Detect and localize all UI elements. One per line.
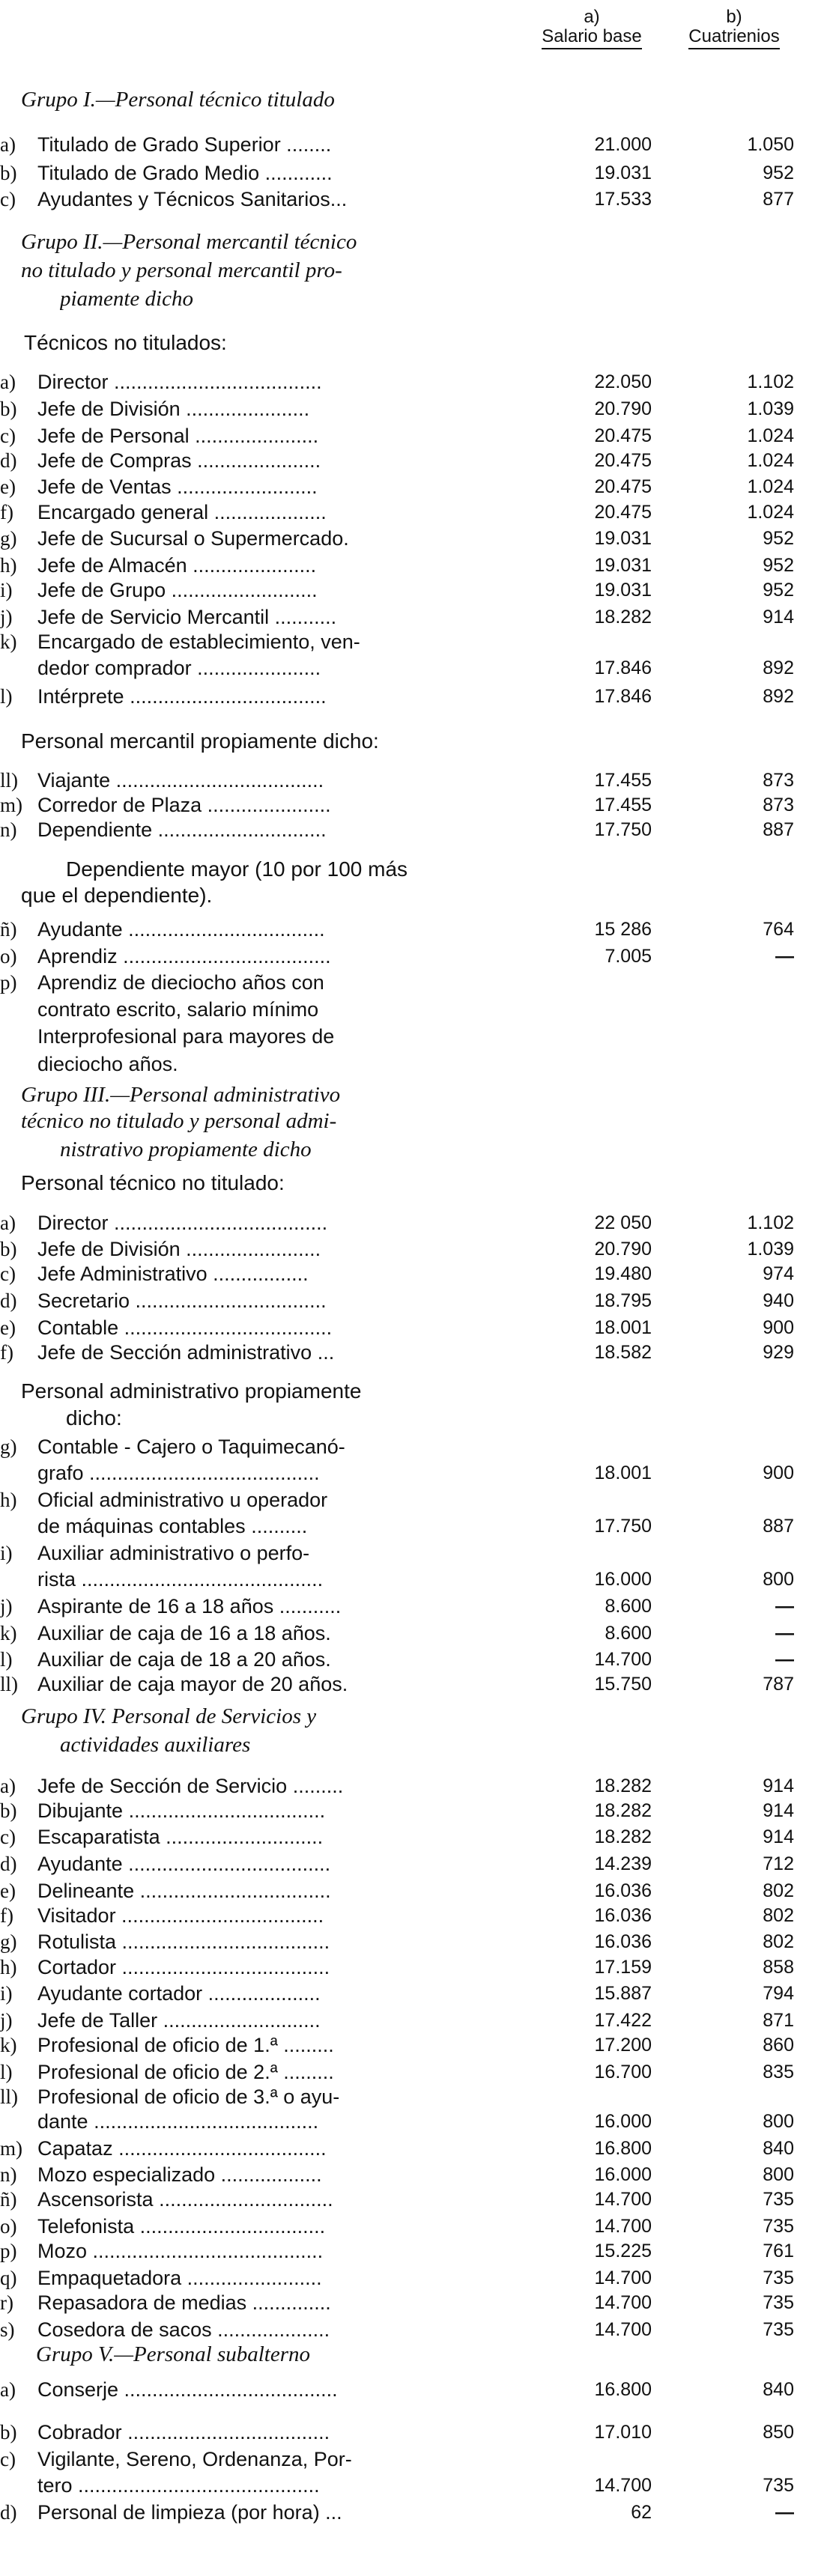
category-label: Jefe de Sección administrativo ...: [37, 1340, 335, 1364]
category-label: Ayudantes y Técnicos Sanitarios...: [37, 188, 348, 211]
category-label: rista ...........................................: [37, 1568, 324, 1591]
cuatrienios-value: 712: [763, 1853, 794, 1875]
salary-base-value: 19.031: [594, 162, 652, 183]
salary-base-value: 21.000: [594, 133, 652, 155]
cuatrienios-value: 892: [763, 686, 794, 708]
category-label: Aspirante de 16 a 18 años ...........: [37, 1595, 342, 1618]
row-letter: j): [0, 1595, 13, 1618]
salary-base-value: 15.225: [594, 2241, 652, 2262]
column-a-letter: a): [584, 7, 600, 27]
salary-base-value: 16.036: [594, 1904, 652, 1926]
row-letter: a): [0, 1774, 16, 1797]
heading-text: actividades auxiliares: [60, 1733, 251, 1758]
salary-base-value: 14.700: [594, 2292, 652, 2314]
category-label: Jefe de Sucursal o Supermercado.: [37, 527, 349, 550]
category-label: Conserje ......................................: [37, 2378, 338, 2402]
row-letter: h): [0, 1488, 17, 1511]
cuatrienios-value: 871: [763, 2009, 794, 2031]
cuatrienios-value: —: [775, 1596, 794, 1617]
category-label: Jefe Administrativo .................: [37, 1263, 309, 1286]
row-letter: b): [0, 398, 17, 421]
category-label: Delineante ..................................: [37, 1879, 331, 1902]
category-label: Director ......................................: [37, 1211, 328, 1234]
heading-text: piamente dicho: [60, 286, 193, 311]
category-label: contrato escrito, salario mínimo: [37, 997, 319, 1021]
cuatrienios-value: 1.102: [747, 371, 794, 393]
category-label: Ayudante ...................................: [37, 918, 325, 941]
category-label: Encargado general ....................: [37, 500, 327, 523]
cuatrienios-value: 929: [763, 1341, 794, 1363]
cuatrienios-value: 1.024: [747, 449, 794, 471]
category-label: Titulado de Grado Medio ............: [37, 161, 333, 184]
row-letter: n): [0, 818, 17, 842]
salary-base-value: 14.700: [594, 2318, 652, 2340]
row-letter: a): [0, 1211, 16, 1234]
cuatrienios-value: 800: [763, 2164, 794, 2186]
cuatrienios-value: 914: [763, 1775, 794, 1796]
category-label: tero ...........................................: [37, 2474, 320, 2497]
row-letter: c): [0, 188, 16, 211]
heading-text: Grupo III.—Personal administrativo: [21, 1082, 341, 1107]
category-label: Aprendiz .....................................: [37, 944, 331, 967]
row-letter: f): [0, 1340, 13, 1364]
row-letter: f): [0, 500, 13, 523]
row-letter: d): [0, 449, 17, 472]
row-letter: p): [0, 971, 17, 994]
row-letter: b): [0, 2421, 17, 2444]
row-letter: k): [0, 2034, 17, 2057]
row-letter: l): [0, 1648, 13, 1671]
category-label: Escaparatista ............................: [37, 1826, 324, 1849]
category-label: de máquinas contables ..........: [37, 1515, 308, 1538]
heading-text: técnico no titulado y personal admi-: [21, 1109, 337, 1134]
row-letter: ñ): [0, 2188, 17, 2211]
category-label: Viajante .....................................: [37, 768, 324, 792]
salary-base-value: 17.846: [594, 657, 652, 679]
salary-base-value: 18.795: [594, 1290, 652, 1311]
cuatrienios-value: 802: [763, 1931, 794, 1953]
cuatrienios-value: 860: [763, 2035, 794, 2056]
salary-base-value: 20.475: [594, 476, 652, 498]
category-label: Cobrador ....................................: [37, 2421, 330, 2444]
cuatrienios-value: 1.039: [747, 398, 794, 420]
category-label: Jefe de Ventas .........................: [37, 476, 318, 499]
cuatrienios-value: 735: [763, 2189, 794, 2211]
cuatrienios-value: 952: [763, 162, 794, 183]
salary-base-value: 15.887: [594, 1983, 652, 2005]
salary-base-value: 18.001: [594, 1462, 652, 1484]
salary-base-value: 16.000: [594, 2111, 652, 2133]
category-label: Oficial administrativo u operador: [37, 1488, 328, 1511]
salary-base-value: 20.475: [594, 425, 652, 446]
cuatrienios-value: 1.024: [747, 476, 794, 498]
cuatrienios-value: 735: [763, 2318, 794, 2340]
heading-text: que el dependiente).: [21, 884, 213, 908]
salary-base-value: 17.159: [594, 1956, 652, 1978]
row-letter: a): [0, 2378, 16, 2402]
category-label: Dibujante ...................................: [37, 1799, 326, 1822]
row-letter: o): [0, 2215, 17, 2238]
cuatrienios-value: 873: [763, 769, 794, 791]
category-label: Rotulista .....................................: [37, 1931, 330, 1954]
row-letter: e): [0, 476, 16, 499]
row-letter: j): [0, 2008, 13, 2032]
salary-base-value: 17.455: [594, 795, 652, 816]
heading-text: no titulado y personal mercantil pro-: [21, 258, 342, 282]
row-letter: j): [0, 605, 13, 628]
column-a-label: Salario base: [542, 27, 641, 49]
cuatrienios-value: 794: [763, 1983, 794, 2005]
row-letter: a): [0, 371, 16, 394]
cuatrienios-value: 974: [763, 1263, 794, 1285]
salary-base-value: 22.050: [594, 371, 652, 393]
category-label: Titulado de Grado Superior ........: [37, 133, 332, 156]
cuatrienios-value: 900: [763, 1316, 794, 1338]
category-label: Jefe de Compras ......................: [37, 449, 321, 472]
row-letter: h): [0, 553, 17, 577]
category-label: Vigilante, Sereno, Ordenanza, Por-: [37, 2447, 352, 2470]
category-label: Auxiliar de caja de 16 a 18 años.: [37, 1621, 331, 1644]
salary-base-value: 18.282: [594, 606, 652, 628]
salary-base-value: 16.036: [594, 1931, 652, 1953]
category-label: Jefe de Grupo ..........................: [37, 579, 318, 602]
category-label: Cortador .....................................: [37, 1955, 330, 1978]
heading-text: Personal administrativo propiamente: [21, 1379, 362, 1403]
cuatrienios-value: 761: [763, 2241, 794, 2262]
category-label: Aprendiz de dieciocho años con: [37, 971, 324, 994]
salary-base-value: 17.846: [594, 686, 652, 708]
row-letter: k): [0, 630, 17, 653]
category-label: Auxiliar de caja mayor de 20 años.: [37, 1673, 348, 1696]
category-label: dante ........................................: [37, 2110, 319, 2133]
salary-base-value: 14.700: [594, 2189, 652, 2211]
row-letter: ll): [0, 2085, 18, 2108]
salary-base-value: 19.480: [594, 1263, 652, 1285]
salary-base-value: 17.750: [594, 819, 652, 841]
category-label: dieciocho años.: [37, 1053, 178, 1076]
category-label: Capataz .....................................: [37, 2136, 327, 2160]
category-label: Profesional de oficio de 2.ª .........: [37, 2060, 334, 2083]
salary-base-value: 16.036: [594, 1880, 652, 1901]
row-letter: b): [0, 161, 17, 184]
row-letter: g): [0, 527, 17, 550]
cuatrienios-value: 952: [763, 554, 794, 576]
cuatrienios-value: 800: [763, 2111, 794, 2133]
salary-base-value: 15.750: [594, 1674, 652, 1695]
category-label: Jefe de Taller ............................: [37, 2008, 321, 2032]
row-letter: d): [0, 1289, 17, 1312]
row-letter: r): [0, 2291, 13, 2315]
cuatrienios-value: 914: [763, 606, 794, 628]
cuatrienios-value: 787: [763, 1674, 794, 1695]
cuatrienios-value: —: [775, 1649, 794, 1671]
cuatrienios-value: 764: [763, 919, 794, 941]
salary-base-value: 17.010: [594, 2422, 652, 2443]
category-label: Jefe de Personal ......................: [37, 424, 319, 447]
row-letter: c): [0, 1826, 16, 1849]
salary-base-value: 20.475: [594, 449, 652, 471]
cuatrienios-value: 802: [763, 1904, 794, 1926]
cuatrienios-value: 940: [763, 1290, 794, 1311]
category-label: Jefe de División ......................: [37, 398, 310, 421]
salary-base-value: 16.800: [594, 2137, 652, 2159]
cuatrienios-value: 735: [763, 2475, 794, 2497]
row-letter: e): [0, 1879, 16, 1902]
cuatrienios-value: 1.050: [747, 133, 794, 155]
cuatrienios-value: 914: [763, 1826, 794, 1848]
salary-base-value: 17.200: [594, 2035, 652, 2056]
row-letter: e): [0, 1316, 16, 1339]
category-label: Director .....................................: [37, 371, 322, 394]
row-letter: ll): [0, 1673, 18, 1696]
row-letter: q): [0, 2266, 17, 2289]
row-letter: i): [0, 579, 13, 602]
row-letter: b): [0, 1238, 17, 1261]
category-label: Auxiliar administrativo o perfo-: [37, 1541, 310, 1564]
salary-base-value: 16.000: [594, 1569, 652, 1591]
category-label: Contable .....................................: [37, 1316, 333, 1339]
salary-base-value: 17.750: [594, 1516, 652, 1537]
salary-base-value: 7.005: [605, 945, 652, 967]
cuatrienios-value: 735: [763, 2292, 794, 2314]
salary-base-value: 14.700: [594, 2475, 652, 2497]
cuatrienios-value: 850: [763, 2422, 794, 2443]
cuatrienios-value: 840: [763, 2379, 794, 2401]
category-label: Mozo .........................................: [37, 2240, 324, 2263]
column-b-letter: b): [726, 7, 742, 27]
category-label: Jefe de División ........................: [37, 1238, 321, 1261]
row-letter: g): [0, 1435, 17, 1458]
category-label: Ayudante ....................................: [37, 1853, 331, 1876]
cuatrienios-value: 887: [763, 1516, 794, 1537]
salary-base-value: 14.239: [594, 1853, 652, 1875]
heading-text: Dependiente mayor (10 por 100 más: [66, 857, 408, 881]
category-label: Ascensorista ...............................: [37, 2188, 333, 2211]
category-label: Intérprete ...................................: [37, 685, 327, 708]
cuatrienios-value: 1.024: [747, 501, 794, 523]
heading-text: Personal técnico no titulado:: [21, 1171, 285, 1195]
row-letter: p): [0, 2240, 17, 2263]
heading-text: dicho:: [66, 1406, 122, 1430]
row-letter: c): [0, 2447, 16, 2470]
row-letter: h): [0, 1955, 17, 1978]
salary-base-value: 8.600: [605, 1596, 652, 1617]
heading-text: Grupo IV. Personal de Servicios y: [21, 1704, 317, 1729]
column-b-label: Cuatrienios: [688, 27, 779, 49]
category-label: dedor comprador ......................: [37, 657, 321, 680]
salary-base-value: 17.533: [594, 189, 652, 210]
cuatrienios-value: 900: [763, 1462, 794, 1484]
row-letter: a): [0, 133, 16, 156]
category-label: Encargado de establecimiento, ven-: [37, 630, 360, 653]
category-label: Jefe de Sección de Servicio .........: [37, 1774, 344, 1797]
cuatrienios-value: 892: [763, 657, 794, 679]
category-label: Personal de limpieza (por hora) ...: [37, 2500, 342, 2524]
cuatrienios-value: 873: [763, 795, 794, 816]
cuatrienios-value: 802: [763, 1880, 794, 1901]
salary-base-value: 17.422: [594, 2009, 652, 2031]
heading-text: Personal mercantil propiamente dicho:: [21, 729, 379, 753]
cuatrienios-value: 1.102: [747, 1212, 794, 1233]
cuatrienios-value: 1.024: [747, 425, 794, 446]
salary-base-value: 22 050: [594, 1212, 652, 1233]
salary-base-value: 14.700: [594, 1649, 652, 1671]
salary-base-value: 20.790: [594, 1239, 652, 1260]
category-label: Interprofesional para mayores de: [37, 1024, 335, 1048]
category-label: Profesional de oficio de 1.ª .........: [37, 2034, 334, 2057]
category-label: Jefe de Servicio Mercantil ...........: [37, 605, 337, 628]
salary-base-value: 8.600: [605, 1622, 652, 1644]
heading-text: nistrativo propiamente dicho: [60, 1137, 312, 1162]
category-label: Cosedora de sacos ....................: [37, 2318, 330, 2341]
cuatrienios-value: 735: [763, 2216, 794, 2238]
cuatrienios-value: 858: [763, 1956, 794, 1978]
salary-base-value: 16.000: [594, 2164, 652, 2186]
salary-base-value: 20.790: [594, 398, 652, 420]
salary-base-value: 18.001: [594, 1316, 652, 1338]
heading-text: Grupo I.—Personal técnico titulado: [21, 88, 335, 112]
cuatrienios-value: 735: [763, 2267, 794, 2288]
salary-base-value: 19.031: [594, 580, 652, 601]
salary-base-value: 19.031: [594, 554, 652, 576]
row-letter: o): [0, 944, 17, 967]
row-letter: f): [0, 1904, 13, 1927]
cuatrienios-value: 914: [763, 1799, 794, 1821]
heading-text: Grupo V.—Personal subalterno: [36, 2342, 311, 2366]
heading-text: Técnicos no titulados:: [24, 331, 227, 355]
category-label: Empaquetadora ........................: [37, 2266, 322, 2289]
row-letter: d): [0, 1853, 17, 1876]
cuatrienios-value: 952: [763, 528, 794, 550]
row-letter: m): [0, 2136, 22, 2160]
cuatrienios-value: —: [775, 945, 794, 967]
cuatrienios-value: 877: [763, 189, 794, 210]
row-letter: c): [0, 424, 16, 447]
row-letter: l): [0, 2060, 13, 2083]
cuatrienios-value: 1.039: [747, 1239, 794, 1260]
salary-base-value: 15 286: [594, 919, 652, 941]
cuatrienios-value: 887: [763, 819, 794, 841]
cuatrienios-value: 835: [763, 2061, 794, 2083]
salary-base-value: 14.700: [594, 2216, 652, 2238]
cuatrienios-value: —: [775, 1622, 794, 1644]
row-letter: c): [0, 1263, 16, 1286]
category-label: Secretario ..................................: [37, 1289, 327, 1312]
row-letter: i): [0, 1541, 13, 1564]
salary-base-value: 62: [631, 2501, 652, 2523]
category-label: Profesional de oficio de 3.ª o ayu-: [37, 2085, 340, 2108]
salary-base-value: 18.282: [594, 1826, 652, 1848]
salary-base-value: 16.800: [594, 2379, 652, 2401]
row-letter: s): [0, 2318, 15, 2341]
row-letter: g): [0, 1931, 17, 1954]
heading-text: Grupo II.—Personal mercantil técnico: [21, 230, 357, 255]
row-letter: m): [0, 794, 22, 817]
cuatrienios-value: 840: [763, 2137, 794, 2159]
row-letter: ñ): [0, 918, 17, 941]
category-label: Corredor de Plaza ......................: [37, 794, 331, 817]
category-label: Jefe de Almacén ......................: [37, 553, 317, 577]
salary-base-value: 18.582: [594, 1341, 652, 1363]
row-letter: n): [0, 2163, 17, 2187]
category-label: Repasadora de medias ..............: [37, 2291, 331, 2315]
cuatrienios-value: 800: [763, 1569, 794, 1591]
salary-base-value: 19.031: [594, 528, 652, 550]
salary-base-value: 20.475: [594, 501, 652, 523]
category-label: Auxiliar de caja de 18 a 20 años.: [37, 1648, 331, 1671]
salary-base-value: 14.700: [594, 2267, 652, 2288]
category-label: Visitador ....................................: [37, 1904, 324, 1927]
row-letter: i): [0, 1982, 13, 2005]
salary-base-value: 18.282: [594, 1799, 652, 1821]
row-letter: k): [0, 1621, 17, 1644]
cuatrienios-value: —: [775, 2501, 794, 2523]
category-label: Telefonista .................................: [37, 2215, 326, 2238]
salary-base-value: 17.455: [594, 769, 652, 791]
category-label: Mozo especializado ..................: [37, 2163, 322, 2187]
row-letter: ll): [0, 768, 18, 792]
category-label: Ayudante cortador ....................: [37, 1982, 321, 2005]
salary-base-value: 18.282: [594, 1775, 652, 1796]
row-letter: l): [0, 685, 13, 708]
row-letter: b): [0, 1799, 17, 1822]
row-letter: d): [0, 2500, 17, 2524]
cuatrienios-value: 952: [763, 580, 794, 601]
salary-base-value: 16.700: [594, 2061, 652, 2083]
category-label: grafo .........................................: [37, 1462, 320, 1485]
category-label: Dependiente ..............................: [37, 818, 327, 842]
category-label: Contable - Cajero o Taquimecanó-: [37, 1435, 345, 1458]
